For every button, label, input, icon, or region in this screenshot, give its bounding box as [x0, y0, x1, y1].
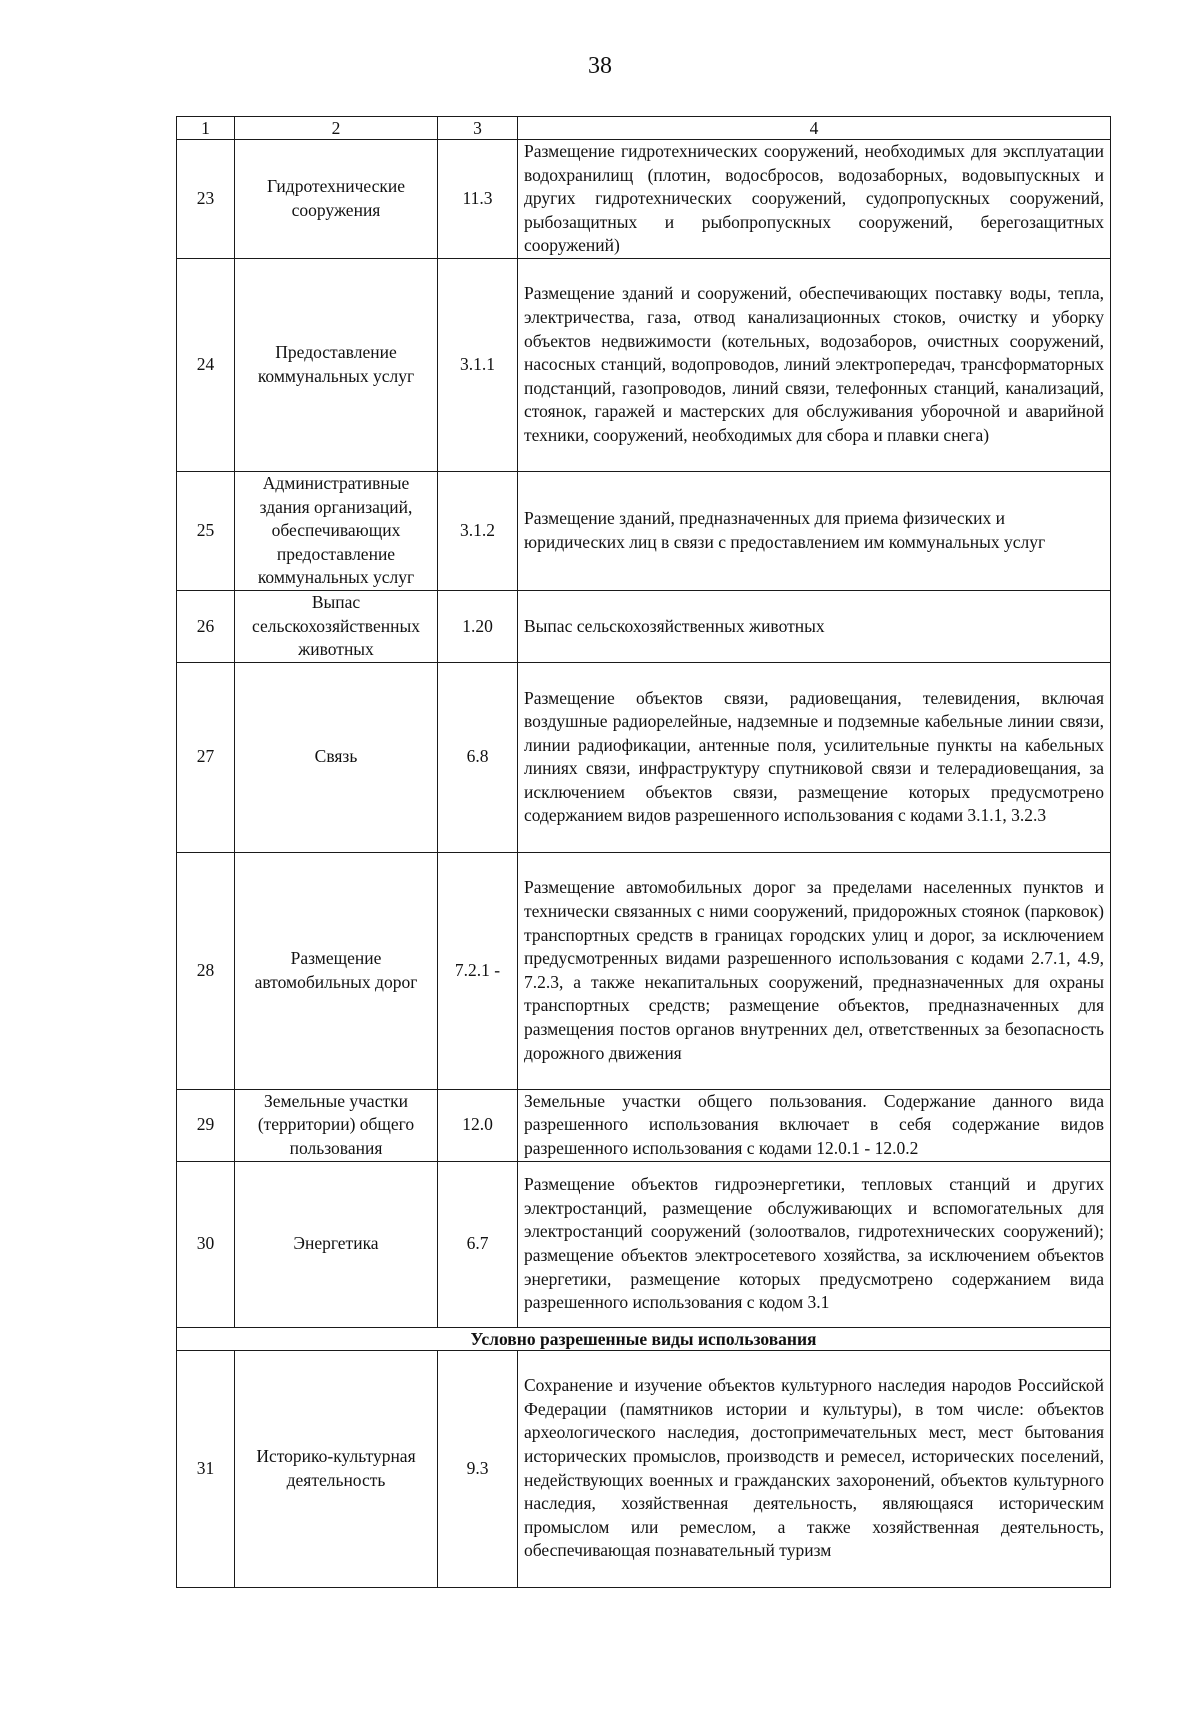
header-col-4: 4 [518, 117, 1111, 140]
table-row [177, 140, 1111, 259]
table-row [177, 662, 1111, 852]
use-type-description: Размещение зданий, предназначенных для приема физических и юридических лиц в связи с предоставлением им коммунальных услуг [518, 472, 1111, 591]
use-type-code: 12.0 [438, 1089, 518, 1161]
use-type-code: 3.1.1 [438, 259, 518, 472]
use-type-code: 6.7 [438, 1161, 518, 1327]
use-type-name: Предоставление коммунальных услуг [235, 259, 438, 472]
header-col-1: 1 [177, 117, 235, 140]
use-type-name: Историко-культурная деятельность [235, 1350, 438, 1587]
use-type-description: Земельные участки общего пользования. Содержание данного вида разрешенного использования включает в себя содержание видов разрешенного использования с кодами 12.0.1 - 12.0.2 [518, 1089, 1111, 1161]
use-type-name: Выпас сельскохозяйственных животных [235, 591, 438, 663]
use-type-name: Связь [235, 662, 438, 852]
use-type-name: Гидротехнические сооружения [235, 140, 438, 259]
row-number: 25 [177, 472, 235, 591]
section-header-row [177, 1327, 1111, 1350]
use-type-name: Земельные участки (территории) общего пользования [235, 1089, 438, 1161]
row-number: 23 [177, 140, 235, 259]
use-type-description: Размещение автомобильных дорог за пределами населенных пунктов и технически связанных с ними сооружений, придорожных стоянок (парковок) транспортных средств в границах городских улиц и дорог, за исключением предусмотренных видами разрешенного использования с кодами 2.7.1, 4.9, 7.2.3, а также некапитальных сооружений, предназначенных для охраны транспортных средств; размещение объектов, предназначенных для размещения постов органов внутренних дел, ответственных за безопасность дорожного движения [518, 852, 1111, 1089]
use-type-code: 11.3 [438, 140, 518, 259]
table-row [177, 591, 1111, 663]
row-number: 24 [177, 259, 235, 472]
table-header-row [177, 117, 1111, 140]
row-number: 30 [177, 1161, 235, 1327]
use-type-code: 7.2.1 - [438, 852, 518, 1089]
row-number: 29 [177, 1089, 235, 1161]
table-row [177, 852, 1111, 1089]
table-row [177, 1089, 1111, 1161]
use-type-name: Размещение автомобильных дорог [235, 852, 438, 1089]
row-number: 31 [177, 1350, 235, 1587]
table-row [177, 1161, 1111, 1327]
table-row [177, 1350, 1111, 1587]
use-type-description: Размещение гидротехнических сооружений, необходимых для эксплуатации водохранилищ (плотин, водосбросов, водозаборных, водовыпускных и других гидротехнических сооружений, судопропускных сооружений, рыбозащитных и рыбопропускных сооружений, берегозащитных сооружений) [518, 140, 1111, 259]
table-row [177, 259, 1111, 472]
land-use-table [176, 116, 1111, 1588]
section-title: Условно разрешенные виды использования [177, 1327, 1111, 1350]
row-number: 28 [177, 852, 235, 1089]
use-type-description: Выпас сельскохозяйственных животных [518, 591, 1111, 663]
row-number: 26 [177, 591, 235, 663]
use-type-name: Энергетика [235, 1161, 438, 1327]
use-type-description: Размещение зданий и сооружений, обеспечивающих поставку воды, тепла, электричества, газа, отвод канализационных стоков, очистку и уборку объектов недвижимости (котельных, водозаборов, очистных сооружений, насосных станций, водопроводов, линий электропередач, трансформаторных подстанций, газопроводов, линий связи, телефонных станций, канализаций, стоянок, гаражей и мастерских для обслуживания уборочной и аварийной техники, сооружений, необходимых для сбора и плавки снега) [518, 259, 1111, 472]
use-type-description: Размещение объектов связи, радиовещания, телевидения, включая воздушные радиорелейные, надземные и подземные кабельные линии связи, линии радиофикации, антенные поля, усилительные пункты на кабельных линиях связи, инфраструктуру спутниковой связи и телерадиовещания, за исключением объектов связи, размещение которых предусмотрено содержанием видов разрешенного использования с кодами 3.1.1, 3.2.3 [518, 662, 1111, 852]
use-type-code: 1.20 [438, 591, 518, 663]
header-col-2: 2 [235, 117, 438, 140]
row-number: 27 [177, 662, 235, 852]
page-number: 38 [588, 53, 612, 79]
use-type-code: 3.1.2 [438, 472, 518, 591]
table-row [177, 472, 1111, 591]
use-type-code: 9.3 [438, 1350, 518, 1587]
use-type-description: Размещение объектов гидроэнергетики, тепловых станций и других электростанций, размещение обслуживающих и вспомогательных для электростанций сооружений (золоотвалов, гидротехнических сооружений); размещение объектов электросетевого хозяйства, за исключением объектов энергетики, размещение которых предусмотрено содержанием вида разрешенного использования с кодом 3.1 [518, 1161, 1111, 1327]
use-type-description: Сохранение и изучение объектов культурного наследия народов Российской Федерации (памятников истории и культуры), в том числе: объектов археологического наследия, достопримечательных мест, мест бытования исторических промыслов, производств и ремесел, исторических поселений, недействующих военных и гражданских захоронений, объектов культурного наследия, хозяйственная деятельность, являющаяся историческим промыслом или ремеслом, а также хозяйственная деятельность, обеспечивающая познавательный туризм [518, 1350, 1111, 1587]
header-col-3: 3 [438, 117, 518, 140]
use-type-code: 6.8 [438, 662, 518, 852]
use-type-name: Административные здания организаций, обеспечивающих предоставление коммунальных услуг [235, 472, 438, 591]
